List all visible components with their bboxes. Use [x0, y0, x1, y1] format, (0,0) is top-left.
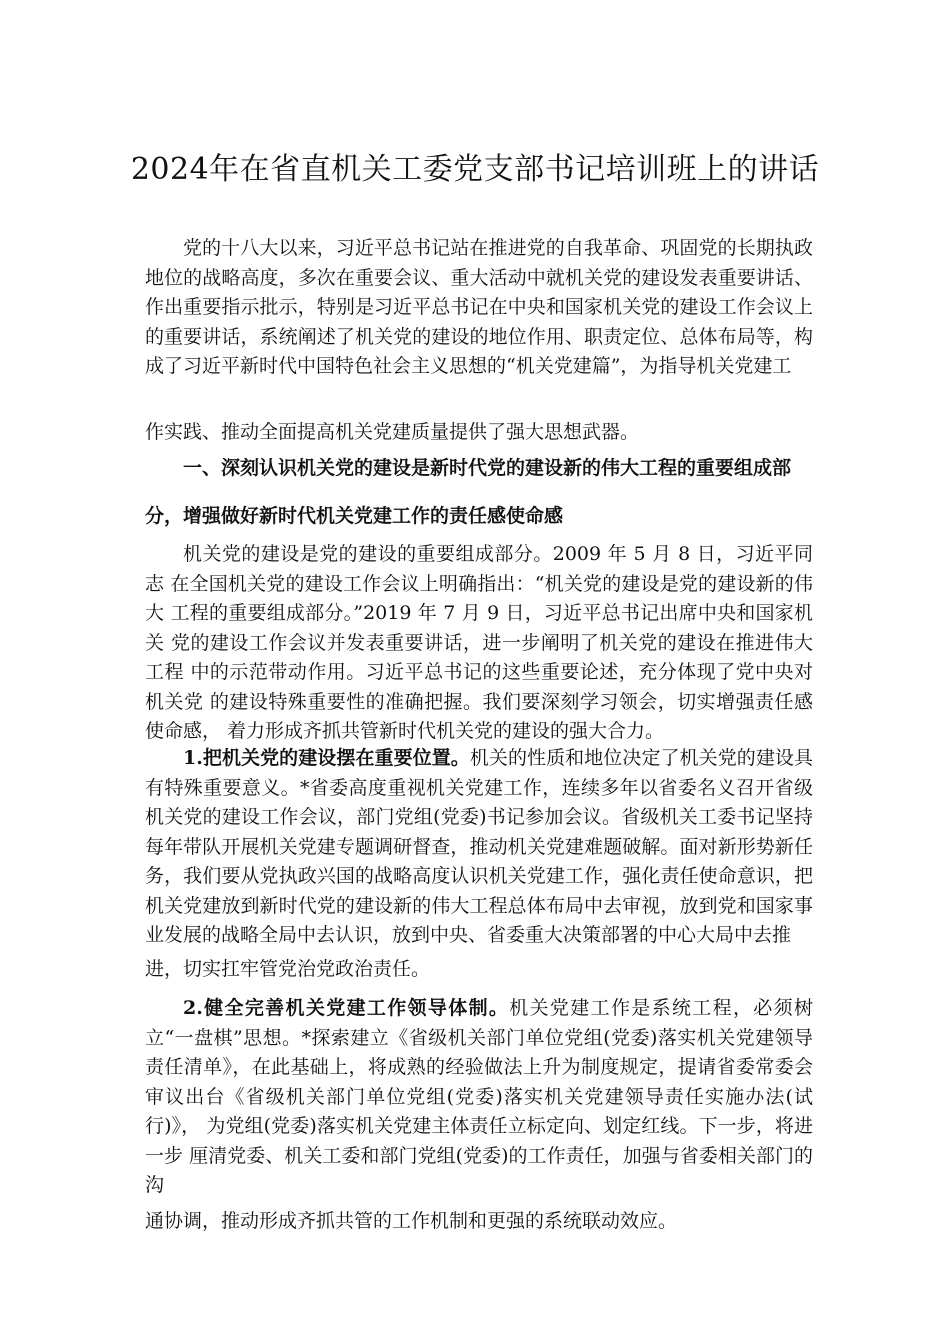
list-item-1	[145, 744, 813, 951]
intro-continuation: 作实践、推动全面提高机关党建质量提供了强大思想武器。	[145, 421, 640, 443]
list-item-1-continuation: 进，切实扛牢管党治党政治责任。	[145, 958, 431, 980]
section-paragraph: 机关党的建设是党的建设的重要组成部分。2009 年 5 月 8 日，习近平同志 在全国机关党的建设工作会议上明确指出：“机关党的建设是党的建设新的伟大 工程的重要组成部分。”2019 年 7 月 9 日，习近平总书记出席中央和国家机关 党的建设工作会议并发表重要讲话，进一步阐明了机关党的建设在推进伟大工程 中的示范带动作用。习近平总书记的这些重要论述，充分体现了党中央对机关党 的建设特殊重要性的准确把握。我们要深刻学习领会，切实增强责任感使命感， 着力形成齐抓共管新时代机关党的建设的强大合力。	[145, 543, 813, 742]
intro-paragraph: 党的十八大以来，习近平总书记站在推进党的自我革命、巩固党的长期执政地位的战略高度，多次在重要会议、重大活动中就机关党的建设发表重要讲话、 作出重要指示批示，特别是习近平总书记在中央和国家机关党的建设工作会议上 的重要讲话，系统阐述了机关党的建设的地位作用、职责定位、总体布局等，构 成了习近平新时代中国特色社会主义思想的“机关党建篇”，为指导机关党建工	[145, 237, 813, 377]
list-item-1-label: 1.把机关党的建设摆在重要位置。	[183, 747, 470, 769]
list-item-2-continuation: 通协调，推动形成齐抓共管的工作机制和更强的系统联动效应。	[145, 1210, 678, 1232]
list-item-2-text: 机关党建工作是系统工程，必须树立“一盘棋”思想。*探索建立《省级机关部门单位党组(党委)落实机关党建领导责任清单》，在此基础上，将成熟的经验做法上升为制度规定，提请省委常委会审议出台《省级机关部门单位党组(党委)落实机关党建领导责任实施办法(试行)》， 为党组(党委)落实机关党建主体责任立标定向、划定红线。下一步，将进一步 厘清党委、机关工委和部门党组(党委)的工作责任，加强与省委相关部门的沟	[145, 997, 813, 1196]
list-item-1-text: 机关的性质和地位决定了机关党的建设具有特殊重要意义。*省委高度重视机关党建工作，连续多年以省委名义召开省级机关党的建设工作会议，部门党组(党委)书记参加会议。省级机关工委书记坚持每年带队开展机关党建专题调研督查，推动机关党建难题破解。面对新形势新任务，我们要从党执政兴国的战略高度认识机关党建工作，强化责任使命意识，把机关党建放到新时代党的建设新的伟大工程总体布局中去审视，放到党和国家事业发展的战略全局中去认识，放到中央、省委重大决策部署的中心大局中去推	[145, 747, 813, 946]
list-item-2	[145, 994, 813, 1201]
section-heading-line-2: 分，增强做好新时代机关党建工作的责任感使命感	[145, 505, 564, 527]
section-heading-line-1: 一、深刻认识机关党的建设是新时代党的建设新的伟大工程的重要组成部	[183, 457, 792, 479]
document-title: 2024年在省直机关工委党支部书记培训班上的讲话	[130, 152, 820, 187]
list-item-2-label: 2.健全完善机关党建工作领导体制。	[183, 997, 510, 1019]
